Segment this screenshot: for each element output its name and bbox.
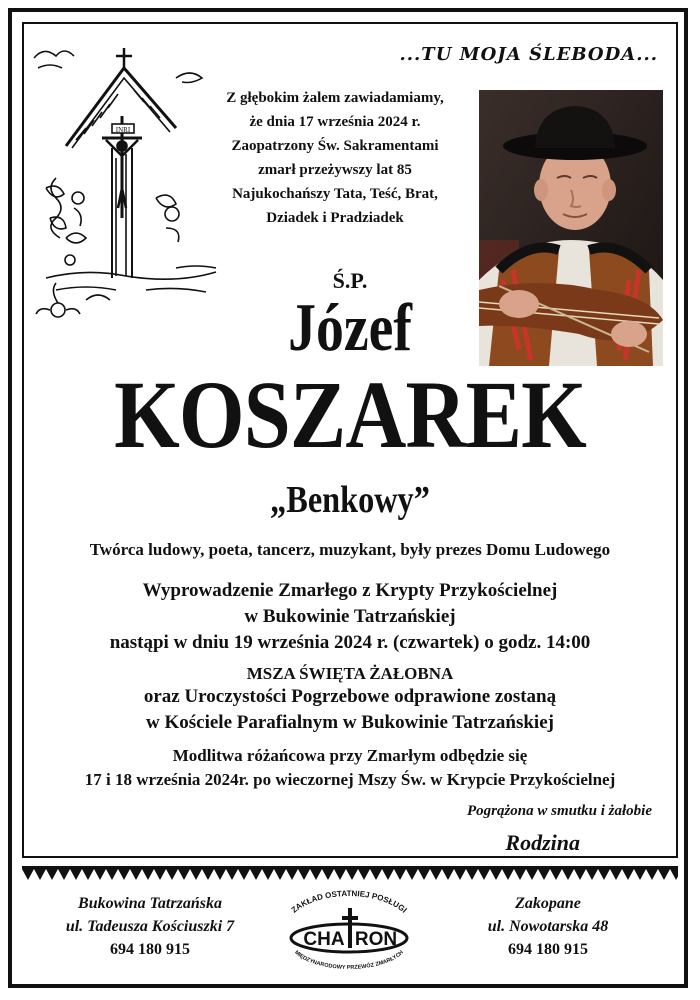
inri-sign: INRI	[115, 126, 131, 134]
charon-logo	[274, 886, 424, 976]
deceased-nickname: „Benkowy”	[270, 479, 430, 521]
logo-name-left: CHA	[303, 929, 345, 950]
mass-line: w Kościele Parafialnym w Bukowinie Tatrzańskiej	[146, 712, 554, 733]
deceased-prefix: Ś.P.	[332, 268, 368, 293]
footer-phone: 694 180 915	[110, 941, 190, 958]
logo-name-right: RON	[354, 929, 398, 950]
deceased-description: Twórca ludowy, poeta, tancerz, muzykant, były prezes Domu Ludowego	[89, 540, 611, 559]
rosary-line: Modlitwa różańcowa przy Zmarłym odbędzie się	[172, 746, 528, 765]
departure-line: Wyprowadzenie Zmarłego z Krypty Przykościelnej	[142, 580, 558, 601]
zigzag-divider	[22, 866, 678, 880]
motto: ...TU MOJA ŚLEBODA...	[399, 44, 658, 65]
footer-phone: 694 180 915	[508, 941, 588, 958]
footer-address-right	[428, 892, 668, 961]
logo-bottom-text: MIĘDZYNARODOWY PRZEWÓZ ZMARŁYCH	[293, 949, 405, 971]
closing-line: Pogrążona w smutku i żałobie	[466, 803, 652, 819]
closing-family: Rodzina	[505, 830, 580, 855]
deceased-last-name: KOSZAREK	[114, 361, 586, 468]
departure-line: w Bukowinie Tatrzańskiej	[244, 606, 456, 627]
mass-line: oraz Uroczystości Pogrzebowe odprawione zostaną	[143, 686, 557, 707]
footer-street: ul. Tadeusza Kościuszki 7	[65, 918, 235, 935]
intro-line: zmarł przeżywszy lat 85	[258, 162, 412, 178]
footer-city: Zakopane	[515, 895, 581, 912]
mass-title: MSZA ŚWIĘTA ŻAŁOBNA	[246, 664, 454, 683]
footer-street: ul. Nowotarska 48	[487, 918, 609, 935]
intro-line: Dziadek i Pradziadek	[266, 210, 404, 226]
footer-city: Bukowina Tatrzańska	[78, 895, 222, 912]
logo-top-text: ZAKŁAD OSTATNIEJ POSŁUGI	[289, 888, 409, 915]
deceased-first-name: Józef	[288, 289, 412, 365]
intro-line: Najukochańszy Tata, Teść, Brat,	[232, 186, 438, 202]
intro-line: Z głębokim żalem zawiadamiamy,	[226, 90, 444, 106]
intro-line: Zaopatrzony Św. Sakramentami	[231, 138, 439, 154]
footer-address-left	[30, 892, 270, 961]
intro-text	[190, 86, 480, 230]
intro-line: że dnia 17 września 2024 r.	[249, 114, 421, 130]
rosary-line: 17 i 18 września 2024r. po wieczornej Mszy Św. w Krypcie Przykościelnej	[84, 770, 616, 789]
departure-line: nastąpi w dniu 19 września 2024 r. (czwartek) o godz. 14:00	[109, 632, 591, 653]
